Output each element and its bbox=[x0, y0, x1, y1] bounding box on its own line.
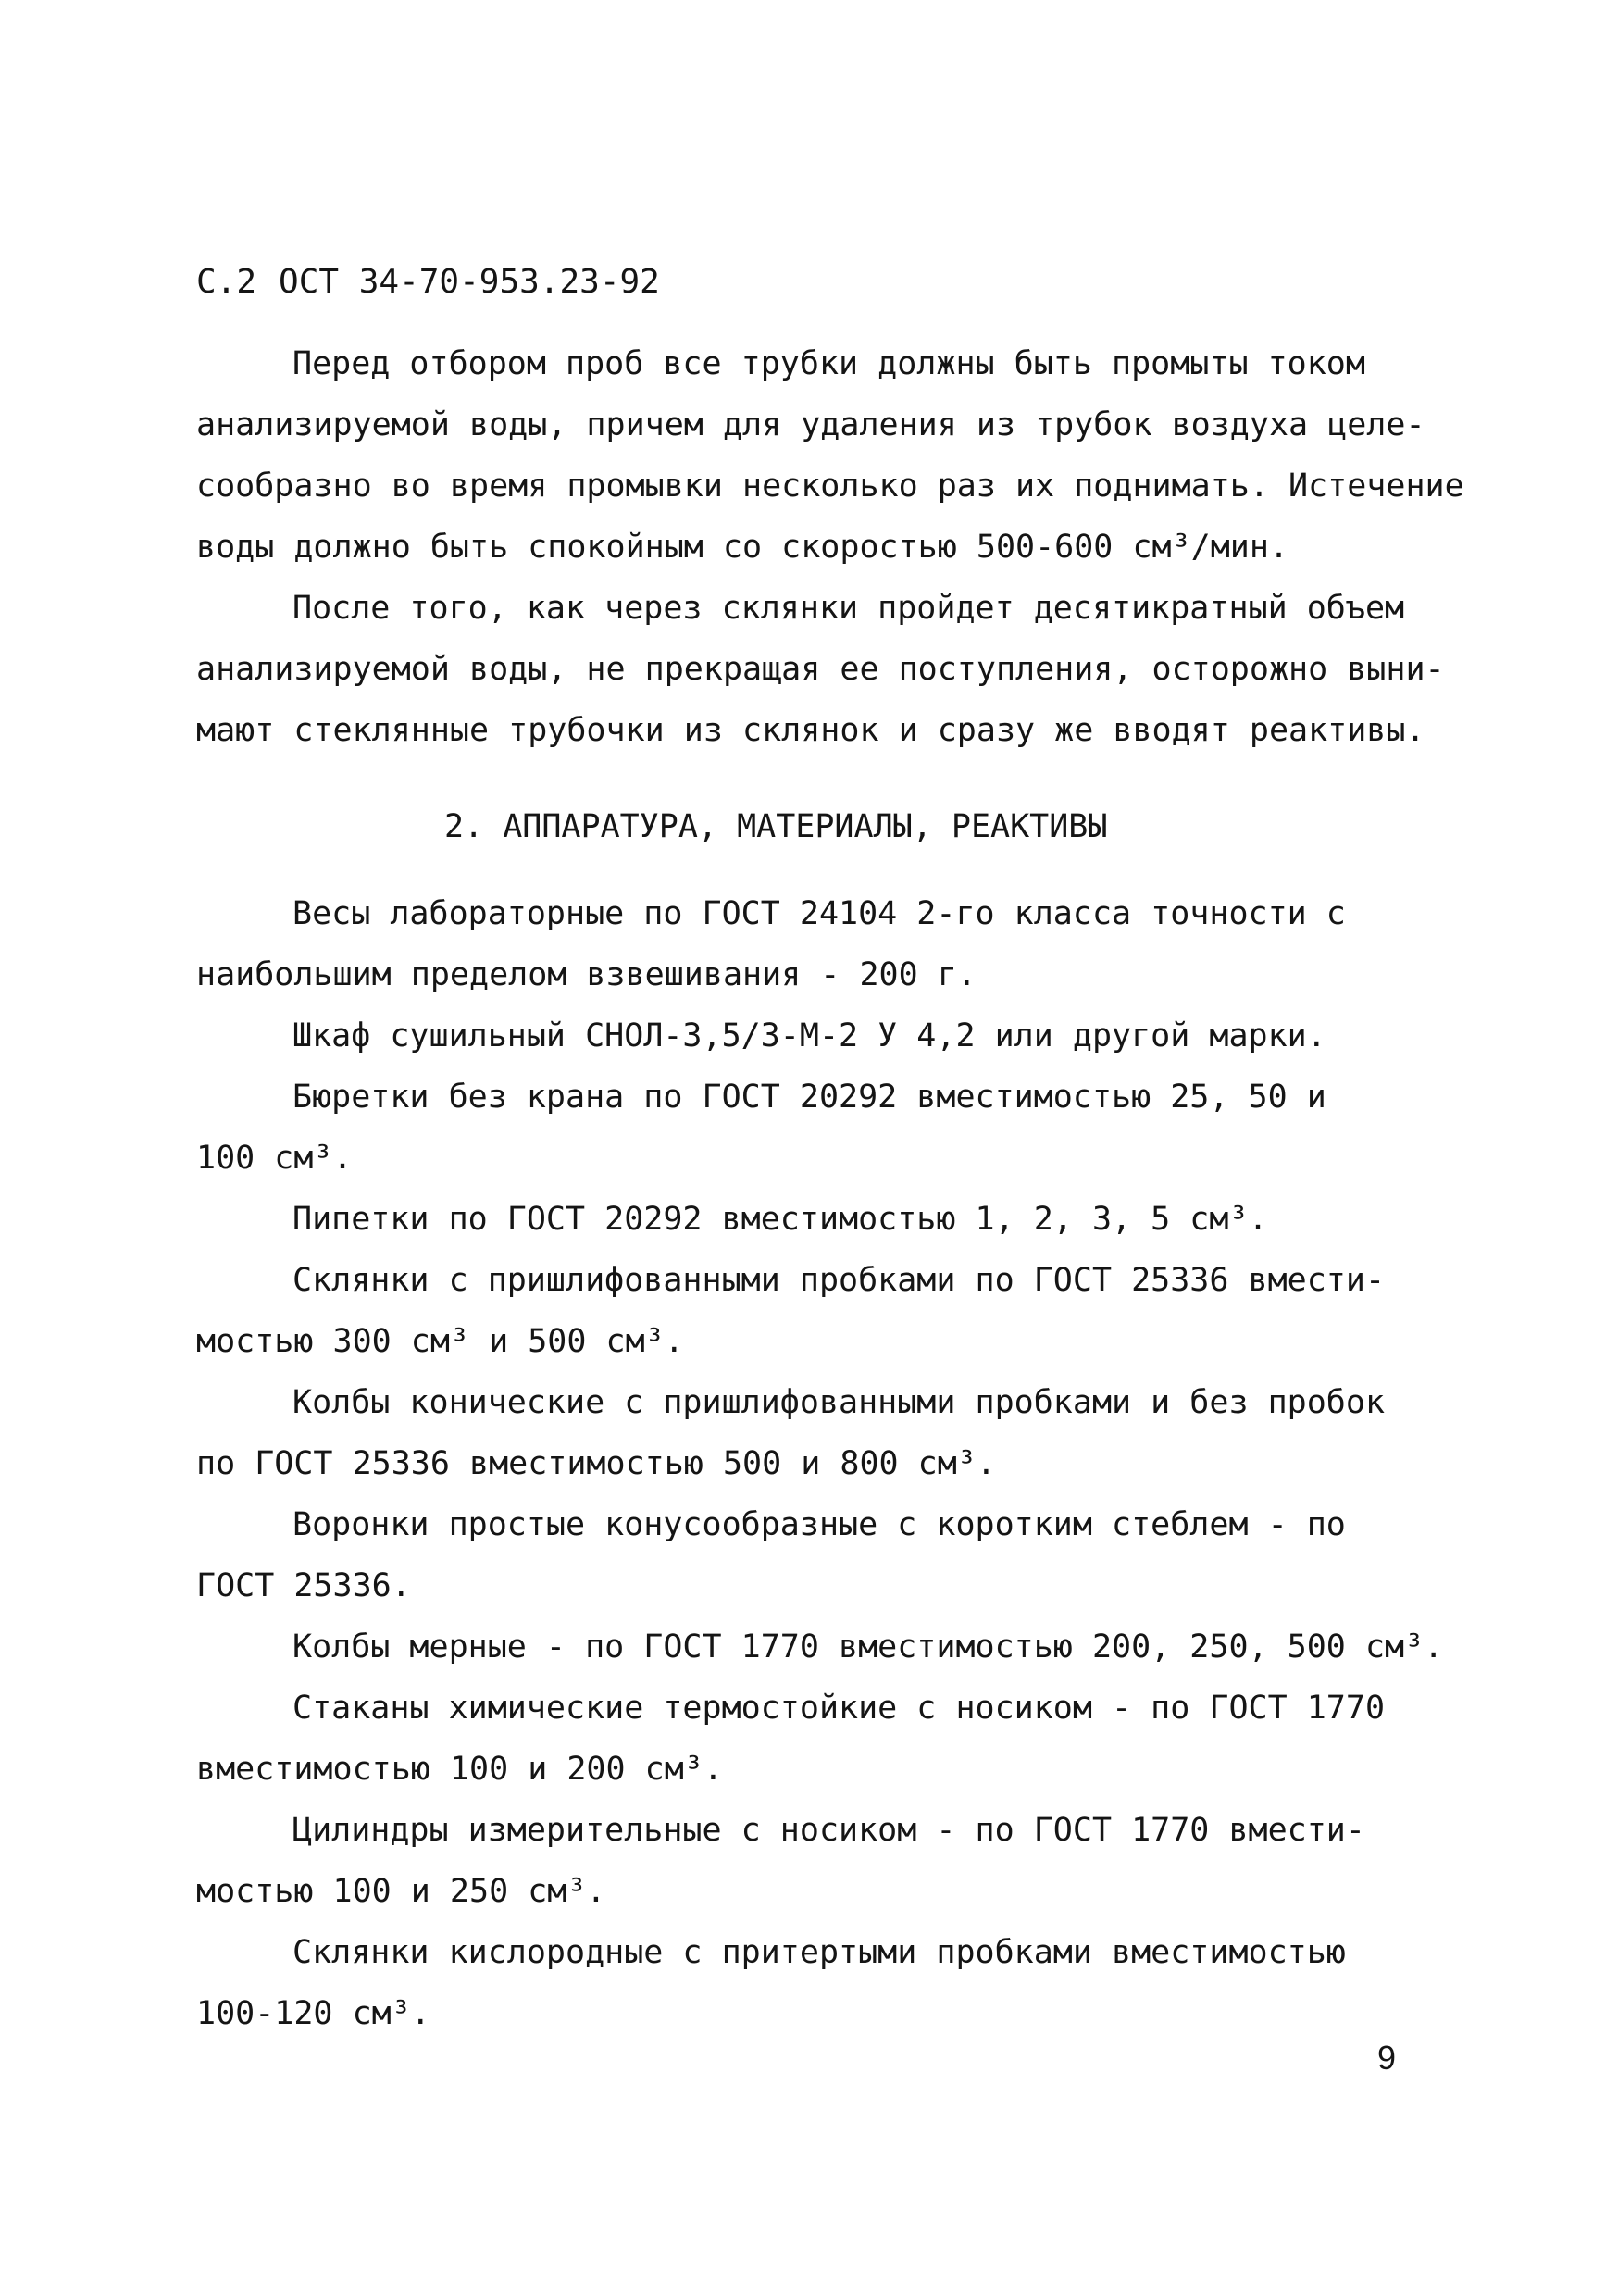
list-item-line: Цилиндры измерительные с носиком - по ГОСТ 1770 вмести- bbox=[292, 1812, 1365, 1849]
list-item-line: ГОСТ 25336. bbox=[196, 1567, 411, 1604]
section-heading: 2. АППАРАТУРА, МАТЕРИАЛЫ, РЕАКТИВЫ bbox=[444, 808, 1108, 845]
list-item-line: Склянки с пришлифованными пробками по ГОСТ 25336 вмести- bbox=[292, 1262, 1386, 1299]
text-line: анализируемой воды, не прекращая ее поступления, осторожно выни- bbox=[196, 651, 1445, 688]
list-item-line: Воронки простые конусообразные с коротким стеблем - по bbox=[292, 1506, 1346, 1543]
list-item-line: Весы лабораторные по ГОСТ 24104 2-го класса точности с bbox=[292, 895, 1346, 932]
list-item-line: 100-120 см³. bbox=[196, 1995, 430, 2032]
text-line: воды должно быть спокойным со скоростью 500-600 см³/мин. bbox=[196, 529, 1289, 566]
list-item-line: Шкаф сушильный СНОЛ-3,5/3-М-2 У 4,2 или другой марки. bbox=[292, 1017, 1326, 1054]
list-item-line: Стаканы химические термостойкие с носиком - по ГОСТ 1770 bbox=[292, 1690, 1386, 1727]
list-item-line: мостью 100 и 250 см³. bbox=[196, 1873, 606, 1910]
list-item-line: Колбы конические с пришлифованными пробками и без пробок bbox=[292, 1384, 1386, 1421]
list-item-line: Склянки кислородные с притертыми пробками вместимостью bbox=[292, 1934, 1346, 1971]
text-line: мают стеклянные трубочки из склянок и сразу же вводят реактивы. bbox=[196, 712, 1425, 749]
text-line: После того, как через склянки пройдет десятикратный объем bbox=[292, 590, 1405, 627]
list-item-line: Бюретки без крана по ГОСТ 20292 вместимостью 25, 50 и bbox=[292, 1079, 1326, 1116]
document-code: ОСТ 34-70-953.23-92 bbox=[279, 263, 660, 301]
list-item-line: наибольшим пределом взвешивания - 200 г. bbox=[196, 956, 977, 993]
list-item-line: вместимостью 100 и 200 см³. bbox=[196, 1751, 723, 1788]
list-item-line: мостью 300 см³ и 500 см³. bbox=[196, 1323, 684, 1360]
list-item-line: по ГОСТ 25336 вместимостью 500 и 800 см³. bbox=[196, 1445, 996, 1482]
text-line: анализируемой воды, причем для удаления из трубок воздуха целе- bbox=[196, 406, 1425, 443]
list-item-line: Колбы мерные - по ГОСТ 1770 вместимостью 200, 250, 500 см³. bbox=[292, 1628, 1444, 1666]
text-line: сообразно во время промывки несколько раз их поднимать. Истечение bbox=[196, 468, 1464, 505]
list-item-line: Пипетки по ГОСТ 20292 вместимостью 1, 2, 3, 5 см³. bbox=[292, 1201, 1268, 1238]
list-item-line: 100 см³. bbox=[196, 1140, 353, 1177]
page-label: С.2 bbox=[196, 263, 257, 301]
page-header bbox=[196, 259, 660, 306]
page-number: 9 bbox=[1377, 2039, 1397, 2077]
text-line: Перед отбором проб все трубки должны быть промыты током bbox=[292, 345, 1365, 382]
